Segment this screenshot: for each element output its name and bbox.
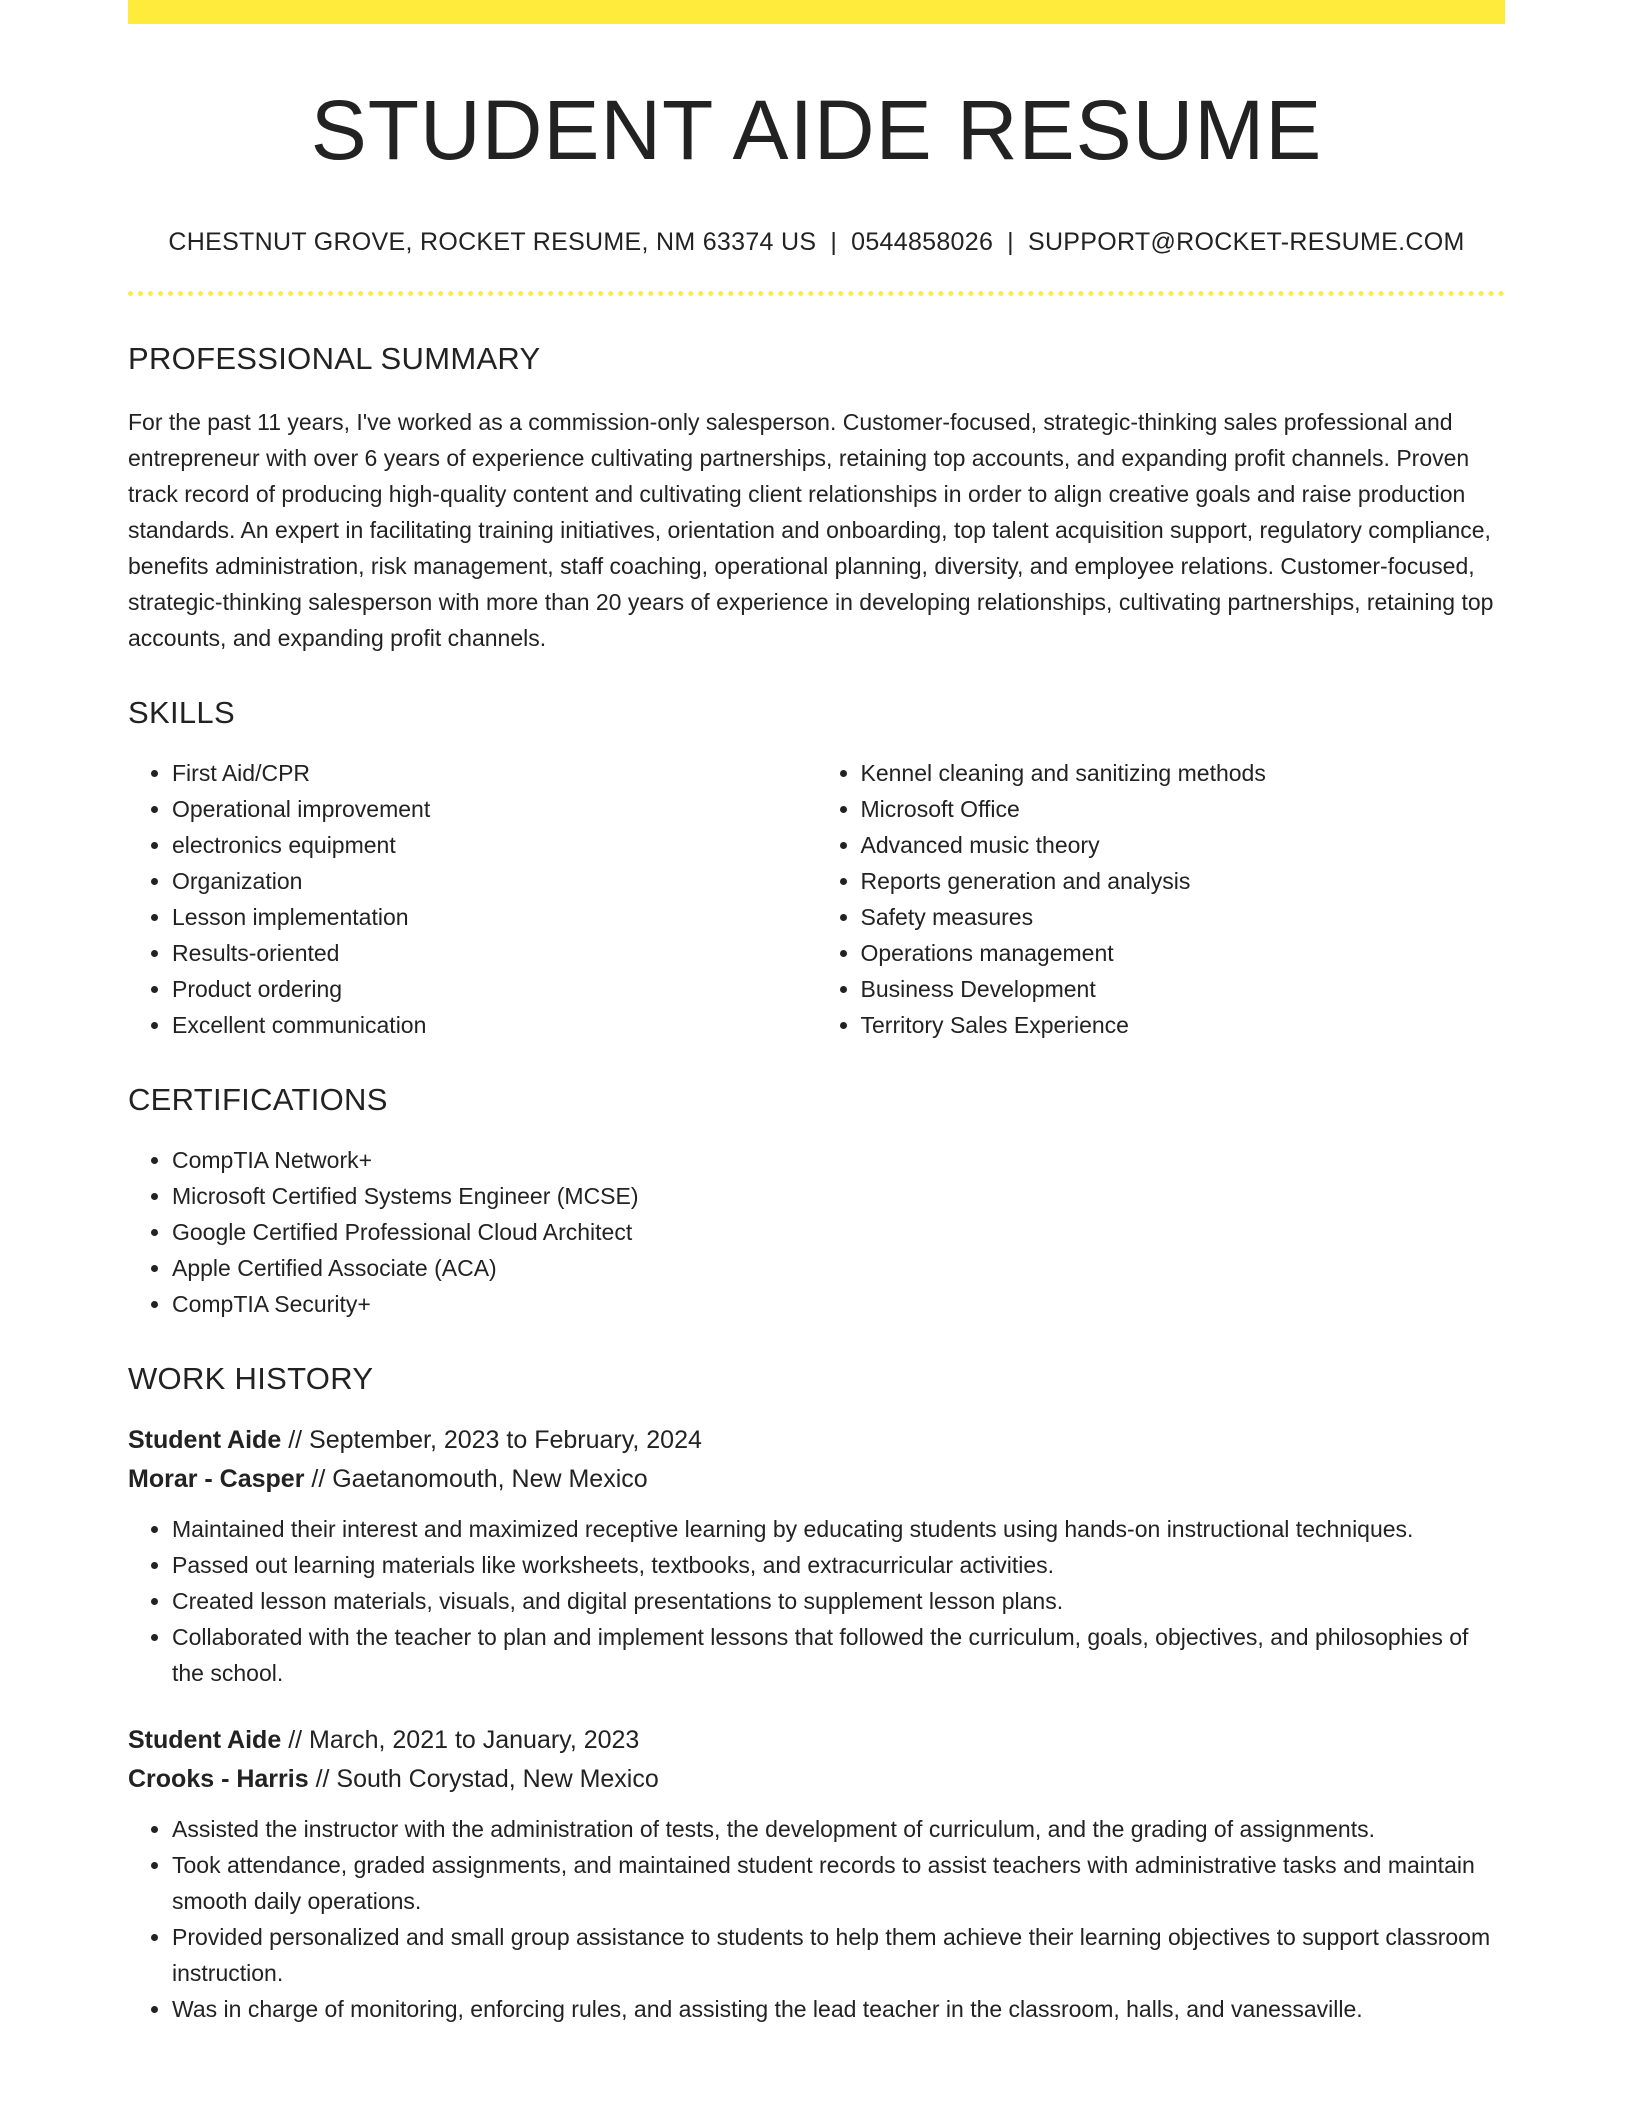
skill-item: • Organization bbox=[172, 863, 817, 899]
job-title: Student Aide bbox=[128, 1426, 282, 1455]
job-location: // South Corystad, New Mexico bbox=[308, 1765, 659, 1794]
job-bullet: • Assisted the instructor with the administration of tests, the development of curriculum, and the grading of assignments. bbox=[172, 1811, 1505, 1847]
certification-item: • Apple Certified Associate (ACA) bbox=[172, 1250, 1505, 1286]
job-bullets bbox=[128, 1811, 1505, 2027]
skills-right-list bbox=[817, 755, 1506, 1043]
summary-heading: PROFESSIONAL SUMMARY bbox=[128, 341, 541, 377]
job-company-line bbox=[128, 1760, 1505, 1799]
certification-item: • CompTIA Security+ bbox=[172, 1286, 1505, 1322]
skill-item: • Territory Sales Experience bbox=[861, 1007, 1506, 1043]
job-entry bbox=[128, 1721, 1505, 2027]
job-title-line bbox=[128, 1721, 1505, 1760]
skill-item: • Lesson implementation bbox=[172, 899, 817, 935]
job-bullet: • Provided personalized and small group assistance to students to help them achieve their learning objectives to support classroom instruction. bbox=[172, 1919, 1505, 1991]
certifications-heading: CERTIFICATIONS bbox=[128, 1081, 388, 1117]
skill-item: • Business Development bbox=[861, 971, 1506, 1007]
contact-line bbox=[128, 228, 1505, 257]
certification-item: • Microsoft Certified Systems Engineer (MCSE) bbox=[172, 1178, 1505, 1214]
job-location: // Gaetanomouth, New Mexico bbox=[304, 1465, 648, 1494]
job-dates: // March, 2021 to January, 2023 bbox=[281, 1726, 640, 1755]
summary-text: For the past 11 years, I've worked as a commission-only salesperson. Customer-focused, strategic-thinking sales professional and entrepreneur with over 6 years of experience cultivating partnerships, retaining top accounts, and expanding profit channels. Proven track record of producing high-quality content and cultivating client relationships in order to align creative goals and raise production standards. An expert in facilitating training initiatives, orientation and onboarding, top talent acquisition support, regulatory compliance, benefits administration, risk management, staff coaching, operational planning, diversity, and employee relations. Customer-focused, strategic-thinking salesperson with more than 20 years of experience in developing relationships, cultivating partnerships, retaining top accounts, and expanding profit channels. bbox=[128, 408, 1494, 651]
job-bullet: • Collaborated with the teacher to plan and implement lessons that followed the curriculum, goals, objectives, and philosophies of the school. bbox=[172, 1619, 1505, 1691]
skill-item: • Product ordering bbox=[172, 971, 817, 1007]
skill-item: • Advanced music theory bbox=[861, 827, 1506, 863]
job-company: Crooks - Harris bbox=[128, 1765, 309, 1794]
certification-item: • CompTIA Network+ bbox=[172, 1142, 1505, 1178]
job-dates: // September, 2023 to February, 2024 bbox=[281, 1426, 702, 1455]
skills-columns bbox=[128, 755, 1505, 1043]
job-bullet: • Created lesson materials, visuals, and digital presentations to supplement lesson plans. bbox=[172, 1583, 1505, 1619]
job-header bbox=[128, 1421, 1505, 1499]
resume-title: STUDENT AIDE RESUME bbox=[310, 83, 1323, 177]
contact-phone: 0544858026 bbox=[851, 228, 994, 257]
skill-item: • Operations management bbox=[861, 935, 1506, 971]
dotted-divider bbox=[128, 291, 1505, 296]
job-company-line bbox=[128, 1460, 1505, 1499]
accent-bar bbox=[128, 0, 1505, 24]
skill-item: • Kennel cleaning and sanitizing methods bbox=[861, 755, 1506, 791]
contact-separator: | bbox=[830, 228, 838, 257]
skill-item: • Excellent communication bbox=[172, 1007, 817, 1043]
job-company: Morar - Casper bbox=[128, 1465, 305, 1494]
skill-item: • Microsoft Office bbox=[861, 791, 1506, 827]
skills-left-list bbox=[128, 755, 817, 1043]
contact-address: CHESTNUT GROVE, ROCKET RESUME, NM 63374 US bbox=[168, 228, 817, 257]
contact-separator: | bbox=[1007, 228, 1014, 257]
work-history-heading: WORK HISTORY bbox=[128, 1360, 374, 1396]
certification-item: • Google Certified Professional Cloud Architect bbox=[172, 1214, 1505, 1250]
job-bullet: • Maintained their interest and maximized receptive learning by educating students using hands-on instructional techniques. bbox=[172, 1511, 1505, 1547]
skills-heading: SKILLS bbox=[128, 694, 235, 730]
skill-item: • Operational improvement bbox=[172, 791, 817, 827]
job-bullet: • Took attendance, graded assignments, and maintained student records to assist teachers with administrative tasks and maintain smooth daily operations. bbox=[172, 1847, 1505, 1919]
skill-item: • First Aid/CPR bbox=[172, 755, 817, 791]
job-entry bbox=[128, 1421, 1505, 1691]
job-header bbox=[128, 1721, 1505, 1799]
skill-item: • Reports generation and analysis bbox=[861, 863, 1506, 899]
skill-item: • Safety measures bbox=[861, 899, 1506, 935]
job-bullets bbox=[128, 1511, 1505, 1691]
job-title: Student Aide bbox=[128, 1726, 282, 1755]
job-title-line bbox=[128, 1421, 1505, 1460]
certifications-list bbox=[128, 1142, 1505, 1322]
job-bullet: • Was in charge of monitoring, enforcing rules, and assisting the lead teacher in the classroom, halls, and vanessaville. bbox=[172, 1991, 1505, 2027]
resume-content bbox=[128, 24, 1505, 2027]
job-bullet: • Passed out learning materials like worksheets, textbooks, and extracurricular activities. bbox=[172, 1547, 1505, 1583]
contact-email: SUPPORT@ROCKET-RESUME.COM bbox=[1027, 228, 1465, 257]
skill-item: • Results-oriented bbox=[172, 935, 817, 971]
skill-item: • electronics equipment bbox=[172, 827, 817, 863]
